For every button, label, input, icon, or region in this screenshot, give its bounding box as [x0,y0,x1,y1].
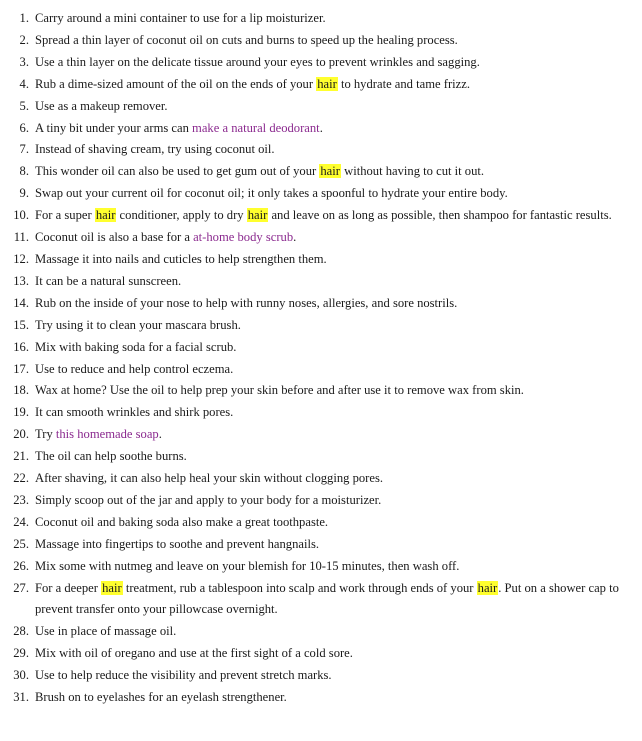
list-item-number: 13. [13,273,29,288]
list-item-text [35,362,233,376]
text-segment: After shaving, it can also help heal your skin without clogging pores. [35,471,384,486]
inline-link[interactable]: at-home body scrub [193,230,294,245]
list-item [0,621,636,643]
list-item [0,8,636,30]
text-segment: Use to reduce and help control eczema. [35,361,234,376]
text-segment: For a super [35,208,95,223]
text-segment: Mix with baking soda for a facial scrub. [35,339,237,354]
list-item-number: 7. [19,142,29,157]
list-item-number: 25. [13,536,29,551]
list-item-text [35,230,296,244]
list-item-number: 18. [13,383,29,398]
list-item [0,665,636,687]
text-segment: treatment, rub a tablespoon into scalp and work through ends of your [122,580,477,595]
list-item-number: 3. [19,54,29,69]
list-item-number: 24. [13,514,29,529]
text-segment: Massage it into nails and cuticles to help strengthen them. [35,251,327,266]
text-segment: Use to help reduce the visibility and prevent stretch marks. [35,668,332,683]
list-item [0,578,636,622]
list-item-number: 4. [19,76,29,91]
text-segment: . [293,230,297,245]
list-item-number: 26. [13,558,29,573]
list-item [0,490,636,512]
list-item-number: 27. [13,580,29,595]
list-item [0,556,636,578]
text-segment: Rub a dime-sized amount of the oil on the ends of your [35,76,317,91]
list-item-number: 20. [13,427,29,442]
list-item-number: 1. [19,11,29,25]
highlighted-keyword: hair [317,76,337,91]
list-item-text [35,690,287,704]
list-item-number: 28. [13,624,29,639]
list-item-text [35,186,508,200]
text-segment: Mix with oil of oregano and use at the first sight of a cold sore. [35,646,353,661]
text-segment: The oil can help soothe burns. [35,449,187,464]
list-item-text [35,449,187,463]
list-item-number: 29. [13,646,29,661]
list-item [0,446,636,468]
list-item-number: 9. [19,186,29,201]
highlighted-keyword: hair [477,580,498,595]
list-item [0,424,636,446]
list-item-text [35,581,619,617]
list-item-number: 17. [13,361,29,376]
list-item [0,468,636,490]
highlighted-keyword: hair [247,208,268,223]
text-segment: Use a thin layer on the delicate tissue around your eyes to prevent wrinkles and sagging. [35,54,480,69]
list-item-text [35,405,233,419]
list-item [0,96,636,118]
text-segment: This wonder oil can also be used to get gum out of your [35,164,320,179]
text-segment: Coconut oil and baking soda also make a great toothpaste. [35,514,329,529]
text-segment: Brush on to eyelashes for an eyelash strengthener. [35,690,287,705]
text-segment: and leave on as long as possible, then shampoo for fantastic results. [268,208,612,223]
text-segment: Try using it to clean your mascara brush. [35,317,241,332]
list-item [0,249,636,271]
list-item-text [35,77,470,91]
inline-link[interactable]: this homemade soap [55,427,159,442]
highlighted-keyword: hair [95,208,116,223]
list-item [0,271,636,293]
text-segment: Wax at home? Use the oil to help prep your skin before and after use it to remove wax from skin. [35,383,524,398]
list-item [0,118,636,140]
list-item [0,183,636,205]
list-item [0,643,636,665]
list-item-number: 30. [13,668,29,683]
list-item-number: 5. [19,98,29,113]
text-segment: Use as a makeup remover. [35,98,168,113]
list-item-text [35,340,236,354]
list-item-text [35,668,332,682]
list-item-text [35,493,381,507]
text-segment: Try [35,427,56,442]
list-item-number: 2. [19,32,29,47]
list-item [0,402,636,424]
list-item-number: 11. [13,230,29,245]
text-segment: . [158,427,162,442]
list-item-text [35,142,275,156]
text-segment: Coconut oil is also a base for a [35,230,194,245]
text-segment: Swap out your current oil for coconut oil; it only takes a spoonful to hydrate your entire body. [35,186,508,201]
list-item-text [35,208,612,222]
list-item-number: 19. [13,405,29,420]
list-item [0,227,636,249]
text-segment: Mix some with nutmeg and leave on your blemish for 10-15 minutes, then wash off. [35,558,460,573]
text-segment: Massage into fingertips to soothe and prevent hangnails. [35,536,319,551]
text-segment: . [319,120,323,135]
list-item [0,534,636,556]
text-segment: A tiny bit under your arms can [35,120,193,135]
list-item [0,205,636,227]
list-item-text [35,252,327,266]
list-item [0,52,636,74]
list-item-text [35,296,457,310]
highlighted-keyword: hair [320,164,340,179]
list-item-text [35,274,181,288]
list-item [0,687,636,709]
list-item [0,161,636,183]
inline-link[interactable]: make a natural deodorant [192,120,320,135]
list-item-text [35,471,383,485]
list-item-number: 6. [19,120,29,135]
list-item-text [35,33,458,47]
list-item-text [35,164,484,178]
text-segment: without having to cut it out. [340,164,485,179]
list-item-number: 12. [13,251,29,266]
text-segment: Simply scoop out of the jar and apply to your body for a moisturizer. [35,492,382,507]
text-segment: Carry around a mini container to use for a lip moisturizer. [35,11,326,25]
list-item-text [35,318,241,332]
list-item [0,315,636,337]
text-segment: . Put on a shower cap to prevent transfer onto your pillowcase overnight. [35,580,619,617]
list-item [0,337,636,359]
text-segment: Rub on the inside of your nose to help with runny noses, allergies, and sore nostrils. [35,295,458,310]
text-segment: It can be a natural sunscreen. [35,273,182,288]
list-item-number: 8. [19,164,29,179]
list-item-text [35,55,480,69]
list-item-number: 14. [13,295,29,310]
text-segment: Instead of shaving cream, try using coconut oil. [35,142,275,157]
list-item-text [35,624,176,638]
text-segment: conditioner, apply to dry [116,208,247,223]
list-item-number: 15. [13,317,29,332]
list-item-number: 22. [13,471,29,486]
list-item-text [35,99,168,113]
text-segment: to hydrate and tame frizz. [337,76,470,91]
list-item [0,359,636,381]
list-item-text [35,427,162,441]
list-item [0,74,636,96]
list-item-number: 31. [13,690,29,705]
list-item-text [35,559,459,573]
list-item-text [35,121,323,135]
list-item-text [35,537,319,551]
list-item-text [35,383,524,397]
text-segment: For a deeper [35,580,102,595]
list-item-text [35,11,326,25]
list-item-text [35,646,353,660]
list-item [0,30,636,52]
text-segment: It can smooth wrinkles and shirk pores. [35,405,234,420]
list-item [0,139,636,161]
highlighted-keyword: hair [102,580,122,595]
list-item [0,293,636,315]
list-item-number: 10. [13,208,29,223]
list-item-text [35,515,328,529]
list-item [0,380,636,402]
text-segment: Spread a thin layer of coconut oil on cuts and burns to speed up the healing process. [35,32,458,47]
list-item-number: 21. [13,449,29,464]
list-item [0,512,636,534]
text-segment: Use in place of massage oil. [35,624,177,639]
list-item-number: 23. [13,492,29,507]
list-item-number: 16. [13,339,29,354]
